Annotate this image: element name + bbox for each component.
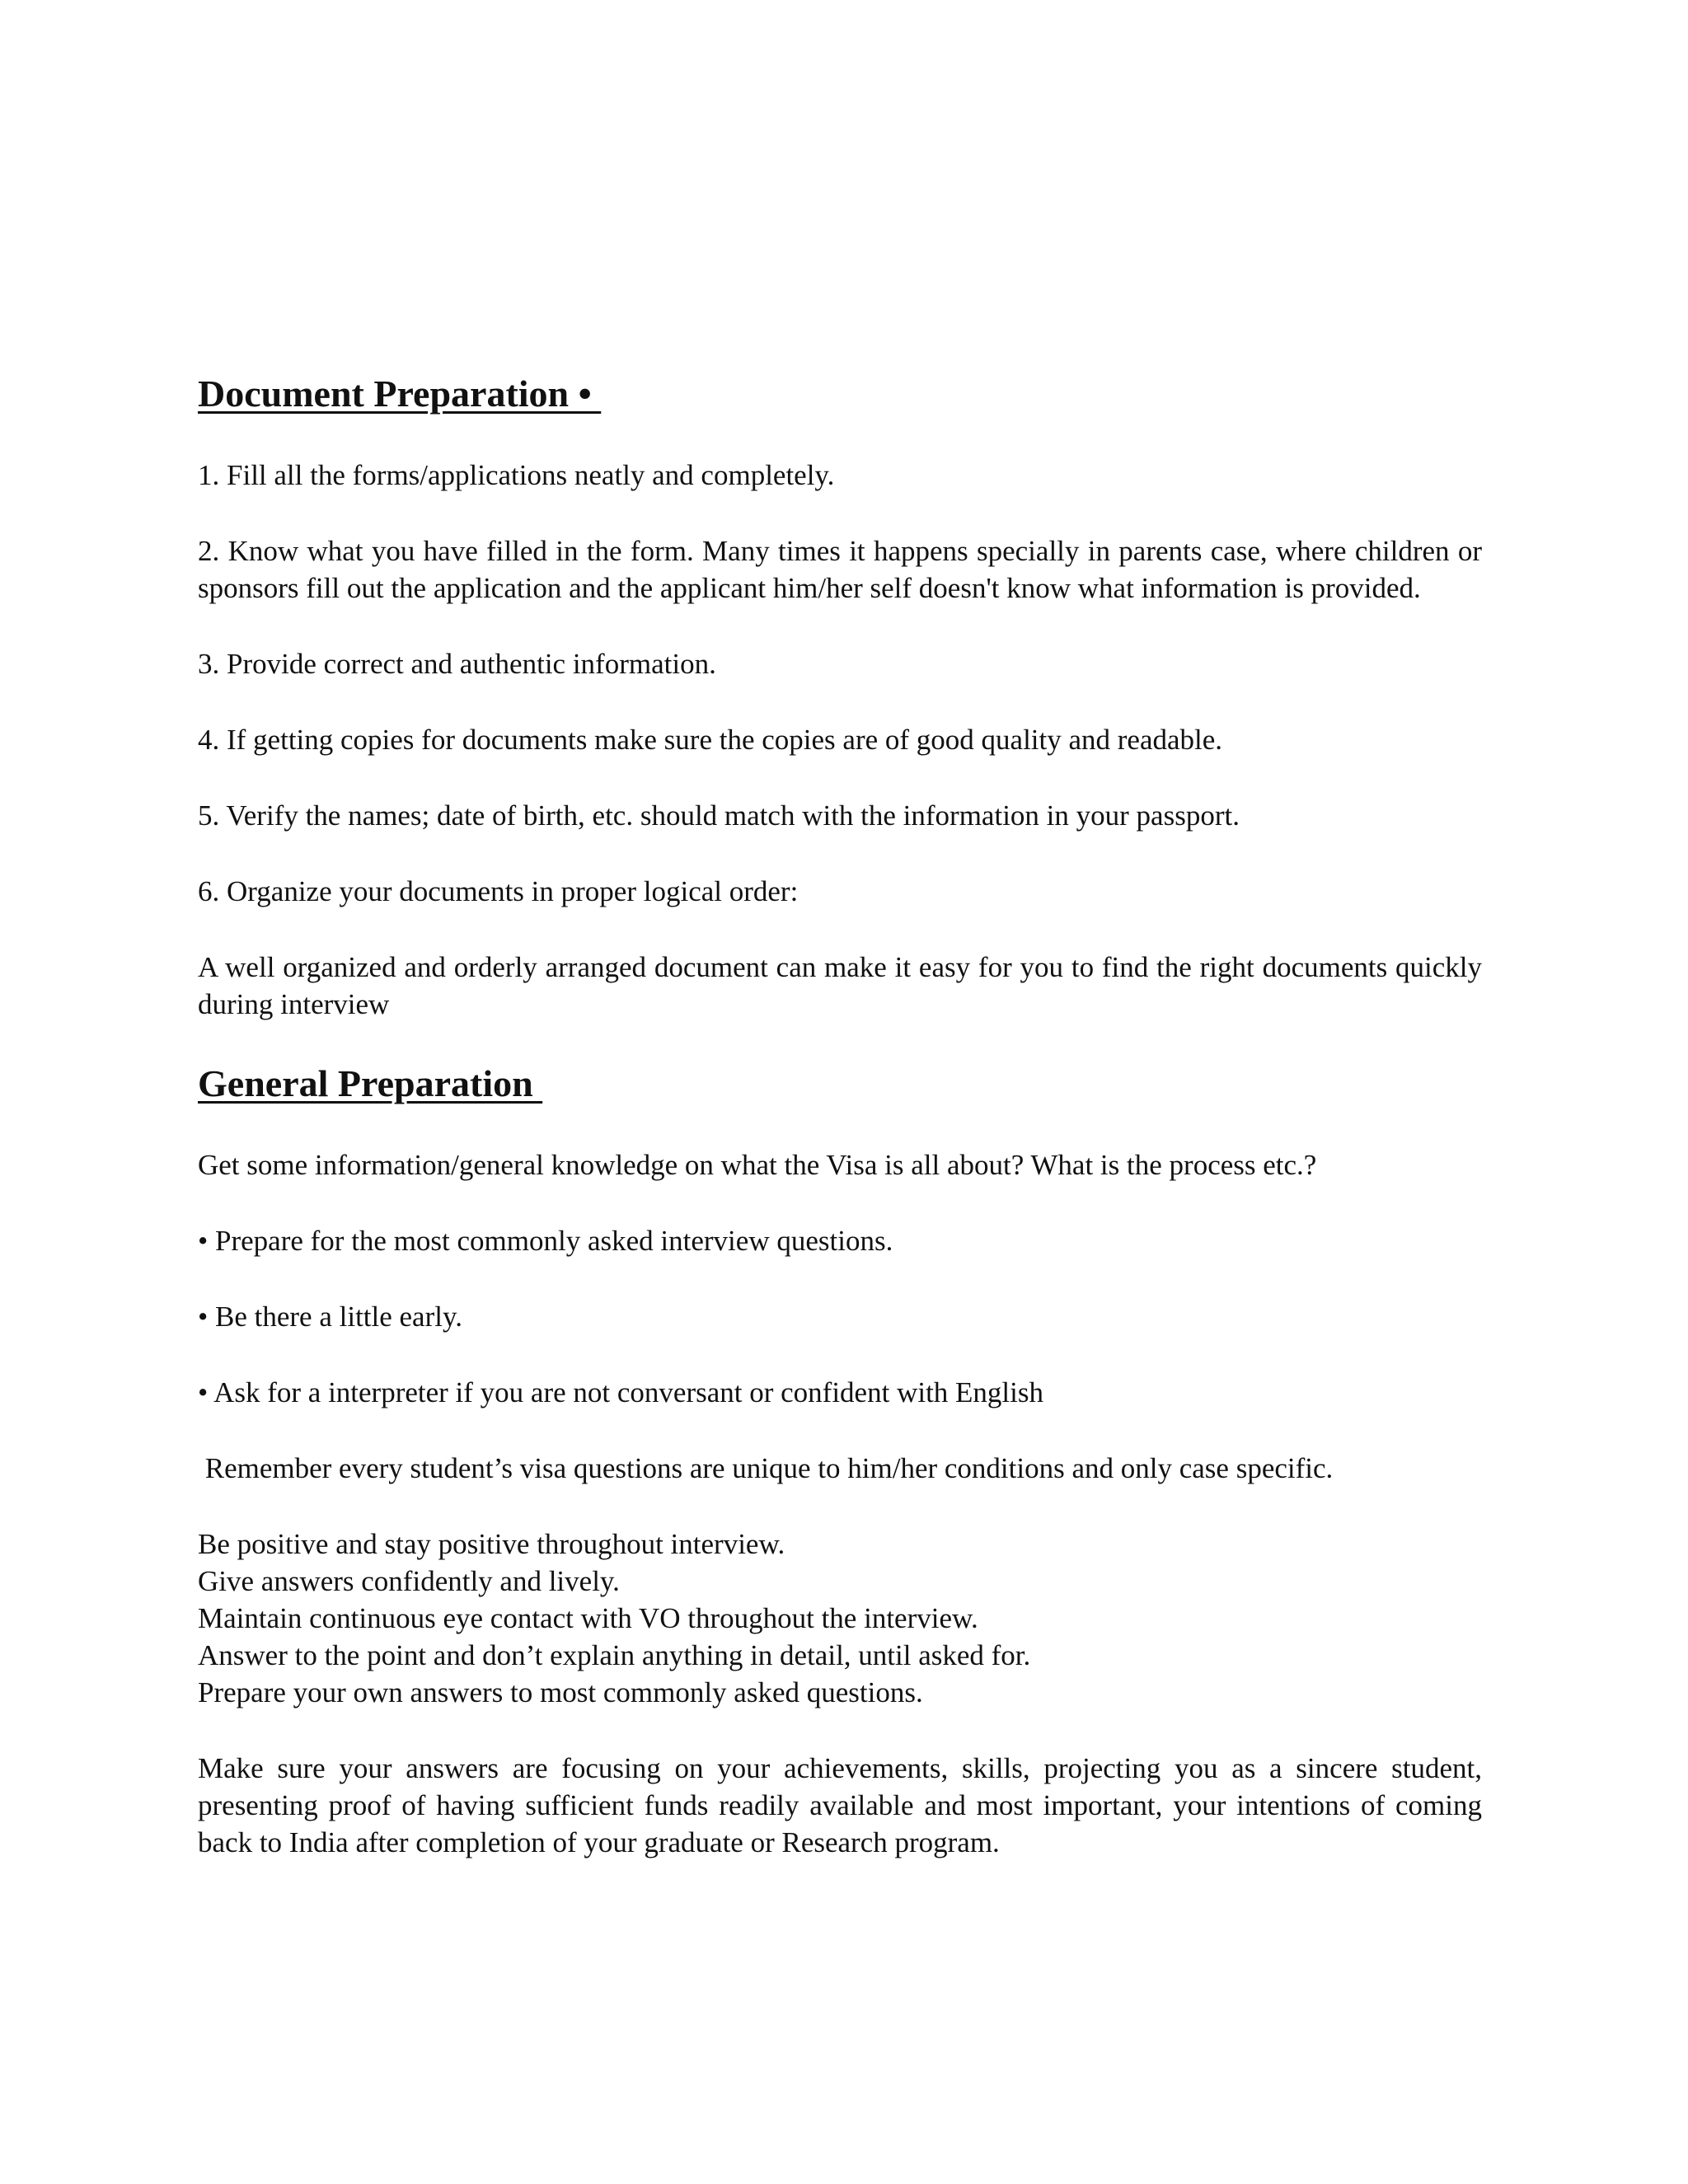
tip-line: Be positive and stay positive throughout interview.: [198, 1528, 785, 1560]
tip-line: Prepare your own answers to most commonly asked questions.: [198, 1676, 923, 1708]
list-item: 6. Organize your documents in proper logical order:: [198, 875, 799, 907]
tip-line: Give answers confidently and lively.: [198, 1565, 620, 1597]
paragraph: A well organized and orderly arranged document can make it easy for you to find the right documents quickly during interview: [198, 951, 1482, 1020]
paragraph: Get some information/general knowledge on what the Visa is all about? What is the process etc.?: [198, 1149, 1317, 1181]
list-item: 5. Verify the names; date of birth, etc. should match with the information in your passport.: [198, 799, 1240, 832]
paragraph: Make sure your answers are focusing on your achievements, skills, projecting you as a sincere student, presenting proof of having sufficient funds readily available and most important, your intentions of coming back to India after completion of your graduate or Research program.: [198, 1752, 1482, 1858]
document-body: [198, 369, 1482, 1861]
bullet-item: • Ask for a interpreter if you are not conversant or confident with English: [198, 1376, 1043, 1408]
list-item: 3. Provide correct and authentic information.: [198, 648, 716, 680]
paragraph: Remember every student’s visa questions are unique to him/her conditions and only case specific.: [198, 1452, 1334, 1484]
section-heading-general-preparation: General Preparation: [198, 1062, 543, 1104]
tips-list: [198, 1526, 1482, 1711]
section-heading-document-preparation: Document Preparation •: [198, 373, 602, 415]
tip-line: Answer to the point and don’t explain anything in detail, until asked for.: [198, 1639, 1031, 1671]
tip-line: Maintain continuous eye contact with VO throughout the interview.: [198, 1602, 978, 1634]
bullet-item: • Prepare for the most commonly asked interview questions.: [198, 1225, 893, 1257]
list-item: 4. If getting copies for documents make sure the copies are of good quality and readable.: [198, 724, 1223, 756]
list-item: 2. Know what you have filled in the form. Many times it happens specially in parents case, where children or sponsors fill out the application and the applicant him/her self doesn't know what information is provided.: [198, 535, 1482, 604]
bullet-item: • Be there a little early.: [198, 1301, 462, 1333]
list-item: 1. Fill all the forms/applications neatly and completely.: [198, 459, 835, 491]
